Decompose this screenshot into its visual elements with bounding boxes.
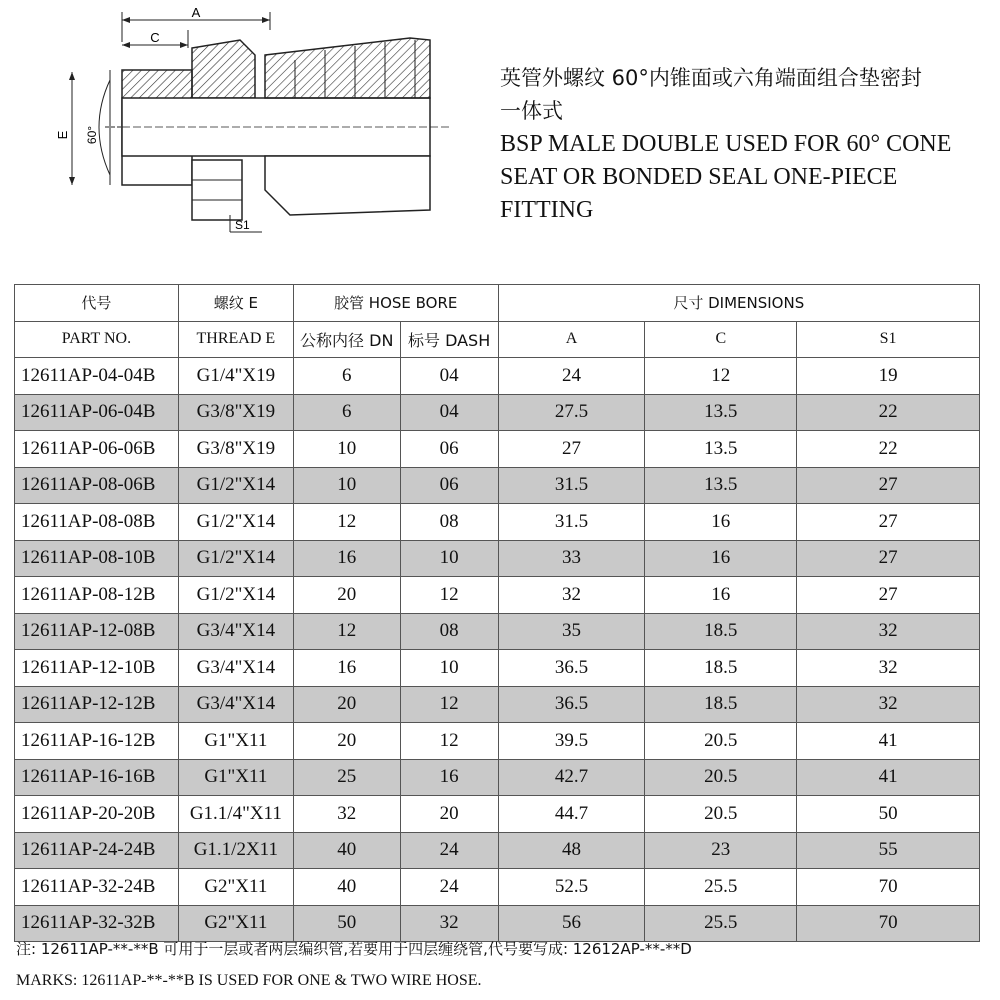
header-dimensions: 尺寸 DIMENSIONS	[498, 285, 979, 322]
cell-part-no: 12611AP-16-16B	[15, 759, 179, 796]
cell-part-no: 12611AP-20-20B	[15, 796, 179, 833]
cell-part-no: 12611AP-08-08B	[15, 504, 179, 541]
cell-dash: 24	[400, 869, 498, 906]
dimension-a	[122, 5, 270, 42]
cell-dn: 10	[293, 467, 400, 504]
cell-c: 18.5	[645, 613, 797, 650]
cell-thread: G1.1/4"X11	[178, 796, 293, 833]
cell-thread: G1.1/2X11	[178, 832, 293, 869]
dimension-c	[122, 30, 188, 48]
cell-s1: 32	[797, 613, 980, 650]
cell-dash: 08	[400, 504, 498, 541]
cell-dash: 04	[400, 358, 498, 395]
cell-c: 12	[645, 358, 797, 395]
cell-s1: 27	[797, 577, 980, 614]
cell-thread: G2"X11	[178, 905, 293, 942]
cell-thread: G3/4"X14	[178, 650, 293, 687]
cell-part-no: 12611AP-12-12B	[15, 686, 179, 723]
cell-dash: 10	[400, 540, 498, 577]
cell-s1: 19	[797, 358, 980, 395]
cell-thread: G3/8"X19	[178, 431, 293, 468]
cell-a: 32	[498, 577, 645, 614]
cell-thread: G1/2"X14	[178, 540, 293, 577]
cell-part-no: 12611AP-32-24B	[15, 869, 179, 906]
cell-dn: 12	[293, 504, 400, 541]
cell-s1: 41	[797, 759, 980, 796]
cell-a: 31.5	[498, 504, 645, 541]
cell-dash: 10	[400, 650, 498, 687]
table-row	[15, 540, 980, 577]
title-en-line1: BSP MALE DOUBLE USED FOR 60° CONE	[500, 131, 952, 157]
dimension-s1	[230, 215, 262, 232]
table-row	[15, 613, 980, 650]
header-c: C	[645, 321, 797, 358]
cell-dash: 24	[400, 832, 498, 869]
fitting-body	[122, 98, 450, 156]
cell-s1: 41	[797, 723, 980, 760]
cell-dn: 50	[293, 905, 400, 942]
cell-thread: G1/2"X14	[178, 467, 293, 504]
cell-dn: 20	[293, 723, 400, 760]
cell-dn: 40	[293, 832, 400, 869]
cell-a: 35	[498, 613, 645, 650]
header-row-2	[15, 321, 980, 358]
cell-part-no: 12611AP-16-12B	[15, 723, 179, 760]
cell-thread: G1"X11	[178, 723, 293, 760]
table-row	[15, 650, 980, 687]
cell-dn: 16	[293, 540, 400, 577]
dimension-e	[55, 72, 110, 185]
table-row	[15, 832, 980, 869]
cell-part-no: 12611AP-08-10B	[15, 540, 179, 577]
cell-a: 36.5	[498, 650, 645, 687]
cell-part-no: 12611AP-12-10B	[15, 650, 179, 687]
label-c: C	[150, 30, 160, 45]
marks-note: MARKS: 12611AP-**-**B IS USED FOR ONE & TWO WIRE HOSE.	[16, 972, 482, 989]
label-angle: 60°	[85, 125, 99, 145]
cell-part-no: 12611AP-08-12B	[15, 577, 179, 614]
cell-c: 13.5	[645, 394, 797, 431]
cell-dash: 12	[400, 686, 498, 723]
cell-a: 27	[498, 431, 645, 468]
note-cn: 注: 12611AP-**-**B 可用于一层或者两层编织管,若要用于四层缠绕管,代号要写成: 12612AP-**-**D	[16, 940, 692, 958]
title-cn-line2: 一体式	[500, 99, 563, 123]
product-title	[500, 62, 980, 227]
cell-part-no: 12611AP-24-24B	[15, 832, 179, 869]
cell-s1: 70	[797, 869, 980, 906]
table-row	[15, 467, 980, 504]
table-row	[15, 759, 980, 796]
header-code: 代号	[15, 285, 179, 322]
label-a: A	[191, 5, 201, 20]
cell-a: 27.5	[498, 394, 645, 431]
cell-dash: 08	[400, 613, 498, 650]
cell-s1: 27	[797, 504, 980, 541]
title-en-line3: FITTING	[500, 197, 594, 223]
spec-table-body	[15, 358, 980, 942]
cell-thread: G3/4"X14	[178, 613, 293, 650]
title-cn-line1: 英管外螺纹 60°内锥面或六角端面组合垫密封	[500, 66, 922, 90]
cell-thread: G1/2"X14	[178, 504, 293, 541]
title-en-line2: SEAT OR BONDED SEAL ONE-PIECE	[500, 164, 898, 190]
header-a: A	[498, 321, 645, 358]
cell-thread: G2"X11	[178, 869, 293, 906]
cell-dash: 16	[400, 759, 498, 796]
cell-dn: 10	[293, 431, 400, 468]
cell-dash: 06	[400, 467, 498, 504]
cell-dash: 32	[400, 905, 498, 942]
table-row	[15, 394, 980, 431]
header-row-1	[15, 285, 980, 322]
cell-s1: 70	[797, 905, 980, 942]
cell-c: 16	[645, 577, 797, 614]
cell-c: 25.5	[645, 869, 797, 906]
cell-s1: 32	[797, 650, 980, 687]
cell-dash: 06	[400, 431, 498, 468]
cell-a: 39.5	[498, 723, 645, 760]
cell-s1: 27	[797, 467, 980, 504]
header-hose-bore: 胶管 HOSE BORE	[293, 285, 498, 322]
cell-thread: G1/2"X14	[178, 577, 293, 614]
cell-a: 52.5	[498, 869, 645, 906]
header-dn: 公称内径 DN	[293, 321, 400, 358]
cell-c: 23	[645, 832, 797, 869]
spec-table	[14, 284, 980, 942]
table-row	[15, 358, 980, 395]
cell-thread: G3/8"X19	[178, 394, 293, 431]
cell-dash: 12	[400, 723, 498, 760]
cell-part-no: 12611AP-06-06B	[15, 431, 179, 468]
cell-thread: G1/4"X19	[178, 358, 293, 395]
cell-c: 25.5	[645, 905, 797, 942]
cell-part-no: 12611AP-06-04B	[15, 394, 179, 431]
cell-dn: 12	[293, 613, 400, 650]
label-e: E	[55, 130, 70, 140]
cell-part-no: 12611AP-08-06B	[15, 467, 179, 504]
cell-part-no: 12611AP-04-04B	[15, 358, 179, 395]
table-row	[15, 869, 980, 906]
cell-s1: 32	[797, 686, 980, 723]
label-s1: S1	[235, 218, 250, 232]
cell-c: 20.5	[645, 723, 797, 760]
cell-c: 16	[645, 540, 797, 577]
cell-dash: 04	[400, 394, 498, 431]
cell-c: 18.5	[645, 686, 797, 723]
cell-a: 31.5	[498, 467, 645, 504]
cell-s1: 22	[797, 431, 980, 468]
cell-a: 36.5	[498, 686, 645, 723]
cell-s1: 50	[797, 796, 980, 833]
cell-a: 33	[498, 540, 645, 577]
cell-s1: 55	[797, 832, 980, 869]
cell-dn: 20	[293, 577, 400, 614]
header-part-no: PART NO.	[15, 321, 179, 358]
cell-dn: 6	[293, 358, 400, 395]
cell-dash: 12	[400, 577, 498, 614]
header-thread-cn: 螺纹 E	[178, 285, 293, 322]
header-dash: 标号 DASH	[400, 321, 498, 358]
cell-part-no: 12611AP-12-08B	[15, 613, 179, 650]
header-thread-e: THREAD E	[178, 321, 293, 358]
cell-c: 18.5	[645, 650, 797, 687]
fitting-drawing	[50, 0, 470, 245]
cell-a: 44.7	[498, 796, 645, 833]
table-row	[15, 577, 980, 614]
cell-dn: 6	[293, 394, 400, 431]
cell-c: 16	[645, 504, 797, 541]
header-s1: S1	[797, 321, 980, 358]
table-row	[15, 686, 980, 723]
cell-thread: G1"X11	[178, 759, 293, 796]
cell-a: 24	[498, 358, 645, 395]
cell-c: 20.5	[645, 796, 797, 833]
table-row	[15, 905, 980, 942]
table-row	[15, 504, 980, 541]
cell-dn: 25	[293, 759, 400, 796]
cell-part-no: 12611AP-32-32B	[15, 905, 179, 942]
table-row	[15, 796, 980, 833]
cell-dn: 40	[293, 869, 400, 906]
cell-c: 20.5	[645, 759, 797, 796]
cell-dn: 16	[293, 650, 400, 687]
cell-s1: 27	[797, 540, 980, 577]
cell-dn: 20	[293, 686, 400, 723]
cell-dn: 32	[293, 796, 400, 833]
cell-a: 42.7	[498, 759, 645, 796]
cell-c: 13.5	[645, 467, 797, 504]
cell-s1: 22	[797, 394, 980, 431]
table-row	[15, 431, 980, 468]
cell-dash: 20	[400, 796, 498, 833]
cell-c: 13.5	[645, 431, 797, 468]
cell-a: 56	[498, 905, 645, 942]
table-row	[15, 723, 980, 760]
cell-thread: G3/4"X14	[178, 686, 293, 723]
cell-a: 48	[498, 832, 645, 869]
